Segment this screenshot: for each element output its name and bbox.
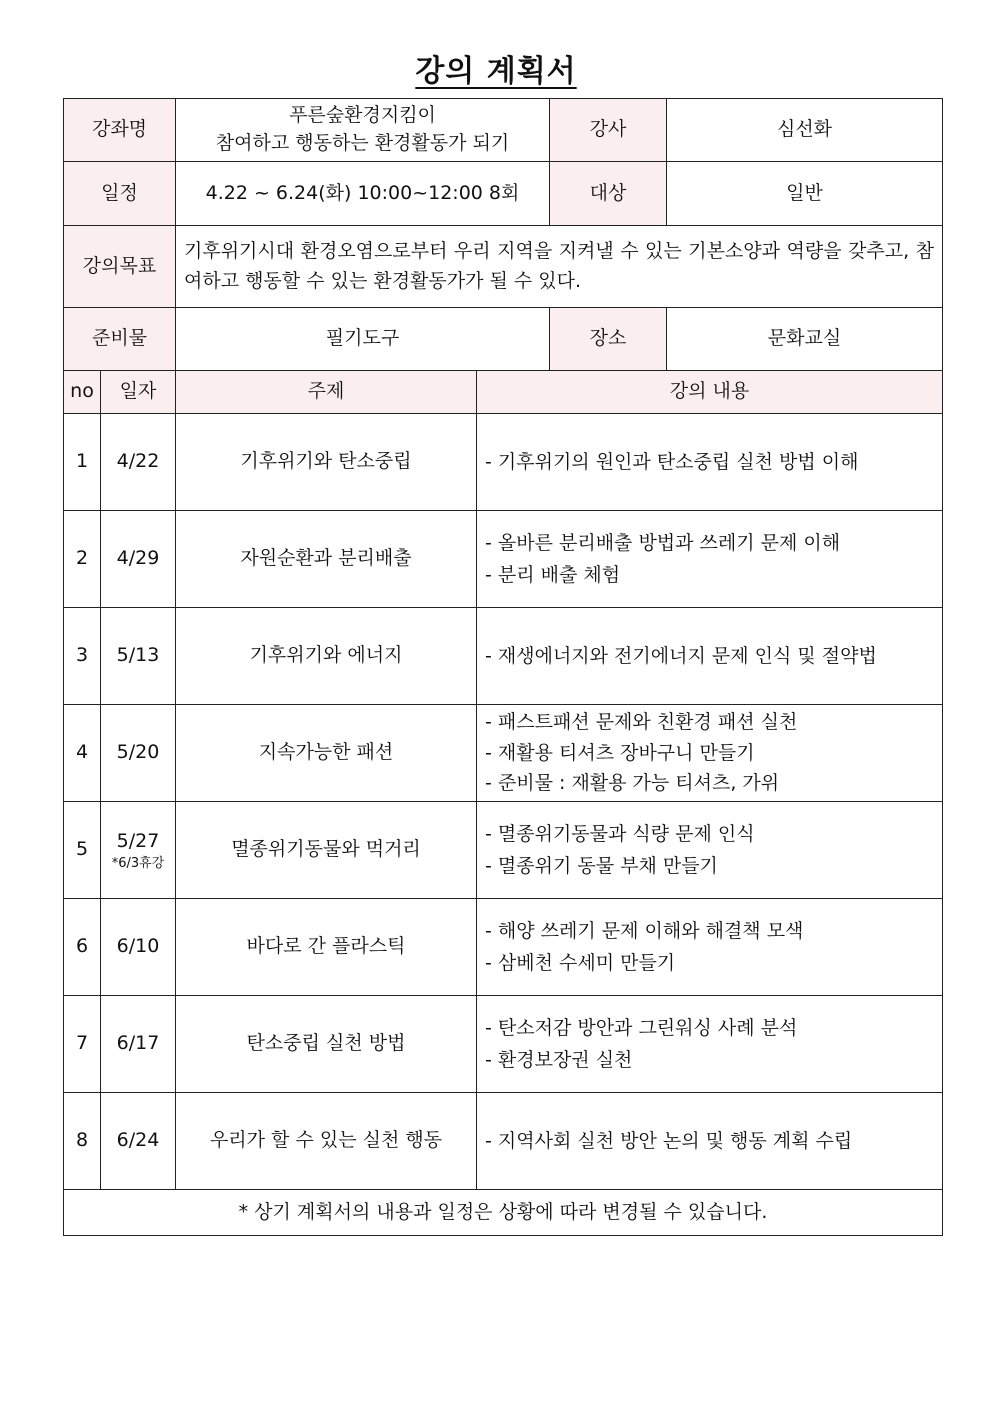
table-row [64,511,943,608]
session-content [477,996,943,1093]
content-line: - 탄소저감 방안과 그린워싱 사례 분석 [485,1016,798,1039]
session-date: 5/20 [101,705,176,802]
page-title: 강의 계획서 [415,54,577,89]
content-line: - 재활용 티셔츠 장바구니 만들기 [485,741,755,764]
course-name [176,99,550,162]
session-content [477,608,943,705]
session-content [477,1093,943,1190]
course-name-line1: 푸른숲환경지킴이 [289,104,436,127]
content-line: - 분리 배출 체험 [485,564,621,586]
header-content: 강의 내용 [477,371,943,414]
target-label: 대상 [550,162,667,226]
header-date: 일자 [101,371,176,414]
table-row [64,414,943,511]
content-line: - 멸종위기 동물 부채 만들기 [485,855,718,877]
session-no: 1 [64,414,101,511]
materials-value: 필기도구 [176,308,550,371]
session-content [477,705,943,802]
session-date: 4/22 [101,414,176,511]
session-no: 6 [64,899,101,996]
session-date-note: *6/3휴강 [111,855,165,871]
content-line: - 재생에너지와 전기에너지 문제 인식 및 절약법 [485,644,877,667]
session-no: 2 [64,511,101,608]
target-value: 일반 [667,162,943,226]
schedule-value: 4.22 ~ 6.24(화) 10:00~12:00 8회 [176,162,550,226]
session-topic: 지속가능한 패션 [176,705,477,802]
session-topic: 바다로 간 플라스틱 [176,899,477,996]
session-content [477,802,943,899]
materials-label: 준비물 [64,308,176,371]
table-row [64,608,943,705]
session-content [477,899,943,996]
header-topic: 주제 [176,371,477,414]
session-date: 5/13 [101,608,176,705]
session-content [477,414,943,511]
goal-value: 기후위기시대 환경오염으로부터 우리 지역을 지켜낼 수 있는 기본소양과 역량을 갖추고, 참여하고 행동할 수 있는 환경활동가가 될 수 있다. [176,226,943,308]
table-row [64,1093,943,1190]
header-no: no [64,371,101,414]
session-topic: 탄소중립 실천 방법 [176,996,477,1093]
table-row [64,996,943,1093]
content-line: - 지역사회 실천 방안 논의 및 행동 계획 수립 [485,1129,853,1152]
instructor-label: 강사 [550,99,667,162]
footer-note: * 상기 계획서의 내용과 일정은 상황에 따라 변경될 수 있습니다. [64,1190,943,1236]
course-label: 강좌명 [64,99,176,162]
table-row [64,705,943,802]
content-line: - 기후위기의 원인과 탄소중립 실천 방법 이해 [485,450,859,473]
content-line: - 삼베천 수세미 만들기 [485,952,676,974]
place-value: 문화교실 [667,308,943,371]
session-no: 5 [64,802,101,899]
session-date: 4/29 [101,511,176,608]
instructor-value: 심선화 [667,99,943,162]
content-line: - 올바른 분리배출 방법과 쓰레기 문제 이해 [485,531,841,554]
course-name-line2: 참여하고 행동하는 환경활동가 되기 [215,132,510,154]
session-date-cell [101,802,176,899]
session-no: 3 [64,608,101,705]
goal-label: 강의목표 [64,226,176,308]
session-date: 6/17 [101,996,176,1093]
session-content [477,511,943,608]
session-topic: 기후위기와 에너지 [176,608,477,705]
content-line: - 멸종위기동물과 식량 문제 인식 [485,822,755,845]
table-row [64,899,943,996]
session-topic: 기후위기와 탄소중립 [176,414,477,511]
session-date: 5/27 [116,830,160,853]
session-no: 7 [64,996,101,1093]
place-label: 장소 [550,308,667,371]
schedule-label: 일정 [64,162,176,226]
content-line: - 환경보장권 실천 [485,1049,633,1071]
session-topic: 우리가 할 수 있는 실천 행동 [176,1093,477,1190]
session-no: 8 [64,1093,101,1190]
session-date: 6/10 [101,899,176,996]
lecture-plan-table [63,98,943,1236]
content-line: - 준비물 : 재활용 가능 티셔츠, 가위 [485,772,780,795]
content-line: - 해양 쓰레기 문제 이해와 해결책 모색 [485,919,804,942]
table-row [64,802,943,899]
session-topic: 자원순환과 분리배출 [176,511,477,608]
content-line: - 패스트패션 문제와 친환경 패션 실천 [485,711,798,734]
session-no: 4 [64,705,101,802]
session-date: 6/24 [101,1093,176,1190]
session-topic: 멸종위기동물와 먹거리 [176,802,477,899]
